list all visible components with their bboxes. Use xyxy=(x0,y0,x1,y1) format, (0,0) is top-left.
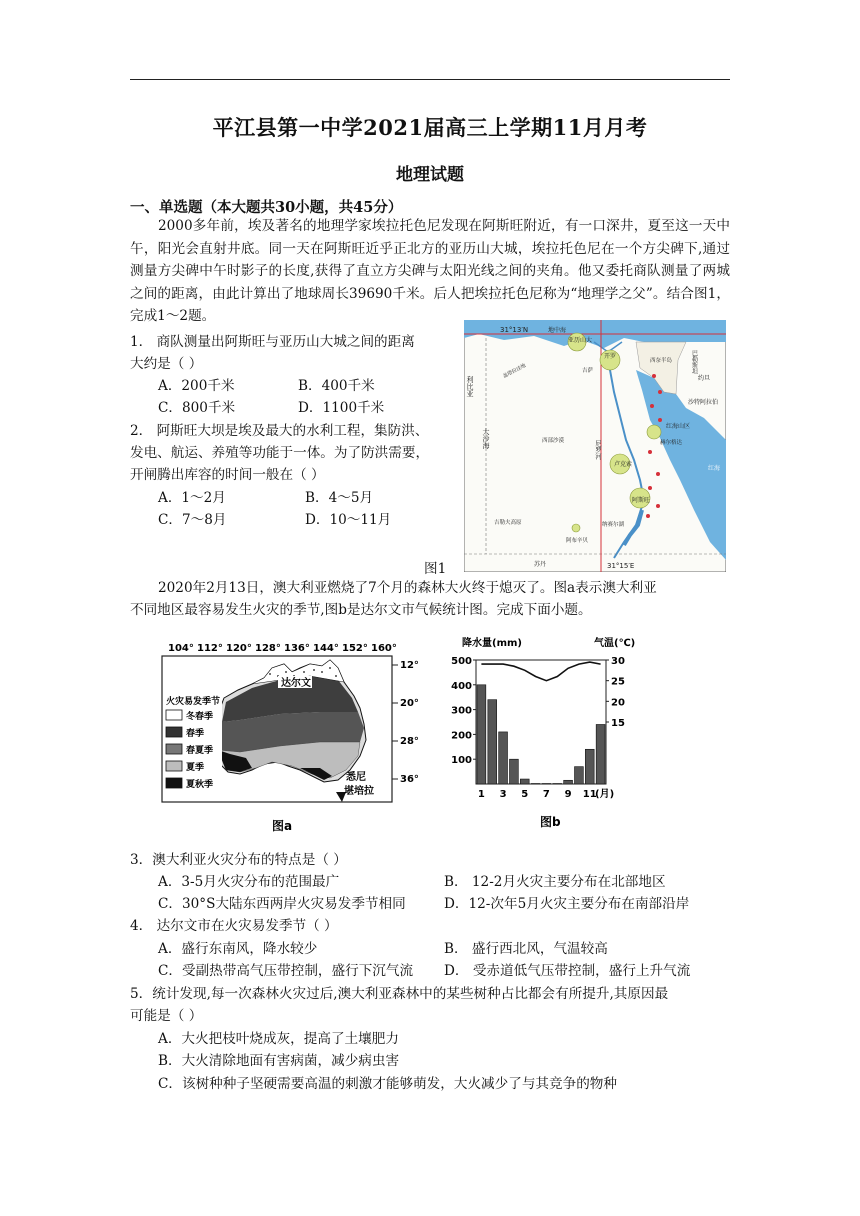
exam-title: 平江县第一中学2021届高三上学期11月月考 xyxy=(212,115,648,140)
legend-swatch xyxy=(166,761,182,771)
exam-subtitle: 地理试题 xyxy=(396,165,464,185)
legend-label: 夏秋季 xyxy=(186,780,214,790)
precip-bar xyxy=(499,732,508,784)
map-label-nasser: 纳赛尔湖 xyxy=(602,522,625,528)
x-tick-label: 5 xyxy=(521,789,529,800)
map-label-alex: 亚历山大 xyxy=(568,337,593,344)
lon-label: 31°15′E xyxy=(607,562,635,570)
city-darwin: 达尔文 xyxy=(281,678,311,689)
map-label-arabia: 沙特阿拉伯 xyxy=(688,399,719,406)
q5-option-a: A．大火把枝叶烧成灰，提高了土壤肥力 xyxy=(158,1031,399,1047)
legend-swatch xyxy=(166,778,182,788)
q2-option-b: B．4～5月 xyxy=(305,490,374,506)
x-tick-label: 9 xyxy=(564,789,572,800)
legend-label: 春季 xyxy=(186,729,205,739)
lon-tick-label: 152° xyxy=(342,643,368,654)
map-label-redhills: 红海山区 xyxy=(666,423,691,430)
x-tick-label: 3 xyxy=(499,789,507,800)
lon-tick-label: 104° xyxy=(168,643,194,654)
map-label-gilf: 吉勒夫高原 xyxy=(494,520,522,526)
chart-y2label: 气温(℃) xyxy=(594,638,636,649)
city-canberra: 堪培拉 xyxy=(344,786,374,797)
legend-swatch xyxy=(166,710,182,720)
q1-option-b: B．400千米 xyxy=(298,378,375,394)
map-label-desert: 大沙海 xyxy=(482,428,490,449)
map-label-west: 西部沙漠 xyxy=(542,438,565,444)
y-tick-label: 300 xyxy=(451,705,472,717)
passage-1: 2000多年前，埃及著名的地理学家埃拉托色尼发现在阿斯旺附近，有一口深井，夏至这一天中午，阳光会直射井底。同一天在阿斯旺近乎正北方的亚历山大城，埃拉托色尼在一个方尖碑下,通过测量方尖碑中午时影子的长度,获得了直立方尖碑与太阳光线之间的夹角。他又委托商队测量了两城之间的距离，由此计算出了地球周长39690千米。后人把埃拉托色尼称为“地理学之父”。结合图1，完成1～2题。 xyxy=(130,218,730,324)
map-label-israel: 巴勒斯坦 xyxy=(690,350,698,374)
map-label-luxor: 卢克索 xyxy=(614,461,633,468)
q2-option-d: D．10～11月 xyxy=(305,512,392,528)
lat-tick-label: 12° xyxy=(400,660,419,671)
chart-ylabel: 降水量(mm) xyxy=(462,638,522,649)
y2-tick-label: 15 xyxy=(611,718,625,729)
y-tick-label: 400 xyxy=(451,680,472,692)
q5-option-b: B．大火清除地面有害病菌，减少病虫害 xyxy=(158,1053,400,1069)
lat-tick-label: 28° xyxy=(400,736,419,747)
map-label-jordan: 约旦 xyxy=(698,375,711,382)
figure-a-caption: 图a xyxy=(272,819,293,833)
precip-bar xyxy=(488,700,497,784)
passage-2-line-2: 不同地区最容易发生火灾的季节,图b是达尔文市气候统计图。完成下面小题。 xyxy=(130,602,592,618)
q5-option-c: C．该树种种子坚硬需要高温的刺激才能够萌发，大火减少了与其竞争的物种 xyxy=(158,1076,617,1092)
precip-bar xyxy=(510,759,519,784)
q1-option-a: A．200千米 xyxy=(158,378,235,394)
x-unit-label: (月) xyxy=(595,789,615,800)
map-label-nile: 尼罗河 xyxy=(594,440,602,460)
lon-tick-label: 136° xyxy=(284,643,310,654)
section-heading: 一、单选题（本大题共30小题，共45分） xyxy=(130,199,403,216)
precip-bar xyxy=(575,767,584,784)
lon-tick-label: 160° xyxy=(371,643,397,654)
lat-label: 31°13′N xyxy=(500,326,529,334)
lat-tick-label: 20° xyxy=(400,698,419,709)
map-label-libya: 利比亚 xyxy=(466,376,474,397)
legend-label: 春夏季 xyxy=(186,746,214,756)
city-sydney: 悉尼 xyxy=(346,772,366,783)
figure-a-australia-map xyxy=(160,638,428,834)
q4-option-a: A．盛行东南风，降水较少 xyxy=(158,941,318,957)
q2-stem-b: 发电、航运、养殖等功能于一体。为了防洪需要， xyxy=(130,445,430,461)
map-label-hurghada: 赫尔格达 xyxy=(660,440,683,446)
y-tick-label: 100 xyxy=(451,755,472,767)
lon-tick-label: 120° xyxy=(226,643,252,654)
passage-2-line-1: 2020年2月13日，澳大利亚燃烧了7个月的森林大火终于熄灭了。图a表示澳大利亚 xyxy=(158,580,657,596)
q1-stem-b: 大约是（ ） xyxy=(130,356,203,372)
precip-bar xyxy=(585,749,594,784)
map-label-sudan: 苏丹 xyxy=(534,561,547,568)
map-label-sinai: 西奈半岛 xyxy=(650,358,673,364)
q2-option-a: A．1～2月 xyxy=(158,490,226,506)
figure-1-egypt-map xyxy=(464,320,726,572)
x-tick-label: 7 xyxy=(542,789,550,800)
map-label-cairo: 开罗 xyxy=(604,353,617,360)
q5-stem-a: 5．统计发现,每一次森林火灾过后,澳大利亚森林中的某些树种占比都会有所提升,其原因最 xyxy=(130,986,669,1002)
legend-label: 冬春季 xyxy=(186,712,214,722)
q3-option-a: A．3-5月火灾分布的范围最广 xyxy=(158,874,340,890)
map-label-sea: 地中海 xyxy=(548,327,567,334)
y2-tick-label: 20 xyxy=(611,697,625,709)
map-label-abusimbel: 阿布辛贝 xyxy=(566,538,589,544)
figure-b-climate-chart xyxy=(436,634,654,834)
lat-tick-label: 36° xyxy=(400,774,419,785)
q2-option-c: C．7～8月 xyxy=(158,512,227,528)
map-label-aswan: 阿斯旺 xyxy=(632,497,651,504)
q1-option-d: D．1100千米 xyxy=(298,400,385,416)
lon-tick-label: 128° xyxy=(255,643,281,654)
q2-stem-a: 2． 阿斯旺大坝是埃及最大的水利工程，集防洪、 xyxy=(130,423,429,439)
x-tick-label: 11 xyxy=(582,789,597,800)
y2-tick-label: 30 xyxy=(611,656,625,667)
legend-label: 夏季 xyxy=(186,763,205,773)
legend-title: 火灾易发季节 xyxy=(166,697,221,707)
precip-bar xyxy=(596,724,605,784)
precip-bar xyxy=(564,780,573,784)
y2-tick-label: 25 xyxy=(611,676,625,688)
lon-tick-label: 112° xyxy=(197,643,223,654)
q2-stem-c: 开闸腾出库容的时间一般在（ ） xyxy=(130,467,325,483)
precip-bar xyxy=(477,685,486,784)
map-label-redsea: 红海 xyxy=(708,465,721,472)
q3-option-d: D．12-次年5月火灾主要分布在南部沿岸 xyxy=(444,896,690,912)
legend-swatch xyxy=(166,744,182,754)
header-rule xyxy=(130,79,730,80)
legend-swatch xyxy=(166,727,182,737)
map-label-qattara: 盖塔拉洼地 xyxy=(502,362,528,380)
q4-option-b: B． 盛行西北风，气温较高 xyxy=(444,941,608,957)
q1-stem-a: 1． 商队测量出阿斯旺与亚历山大城之间的距离 xyxy=(130,334,415,350)
q3-option-c: C．30°S大陆东西两岸火灾易发季节相同 xyxy=(158,896,406,912)
q4-option-d: D． 受赤道低气压带控制，盛行上升气流 xyxy=(444,963,691,979)
y-tick-label: 200 xyxy=(451,730,472,742)
x-tick-label: 1 xyxy=(477,789,485,800)
figure-b-caption: 图b xyxy=(540,815,561,829)
y-tick-label: 500 xyxy=(451,656,472,667)
q4-stem: 4． 达尔文市在火灾易发季节（ ） xyxy=(130,918,338,934)
q1-option-c: C．800千米 xyxy=(158,400,236,416)
precip-bar xyxy=(520,779,529,784)
map-label-giza: 吉萨 xyxy=(582,368,594,374)
q3-stem: 3．澳大利亚火灾分布的特点是（ ） xyxy=(130,852,347,868)
lon-tick-label: 144° xyxy=(313,643,339,654)
q4-option-c: C．受副热带高气压带控制，盛行下沉气流 xyxy=(158,963,414,979)
q3-option-b: B． 12-2月火灾主要分布在北部地区 xyxy=(444,874,666,890)
q5-stem-b: 可能是（ ） xyxy=(130,1008,203,1024)
figure-1-caption: 图1 xyxy=(424,561,447,577)
